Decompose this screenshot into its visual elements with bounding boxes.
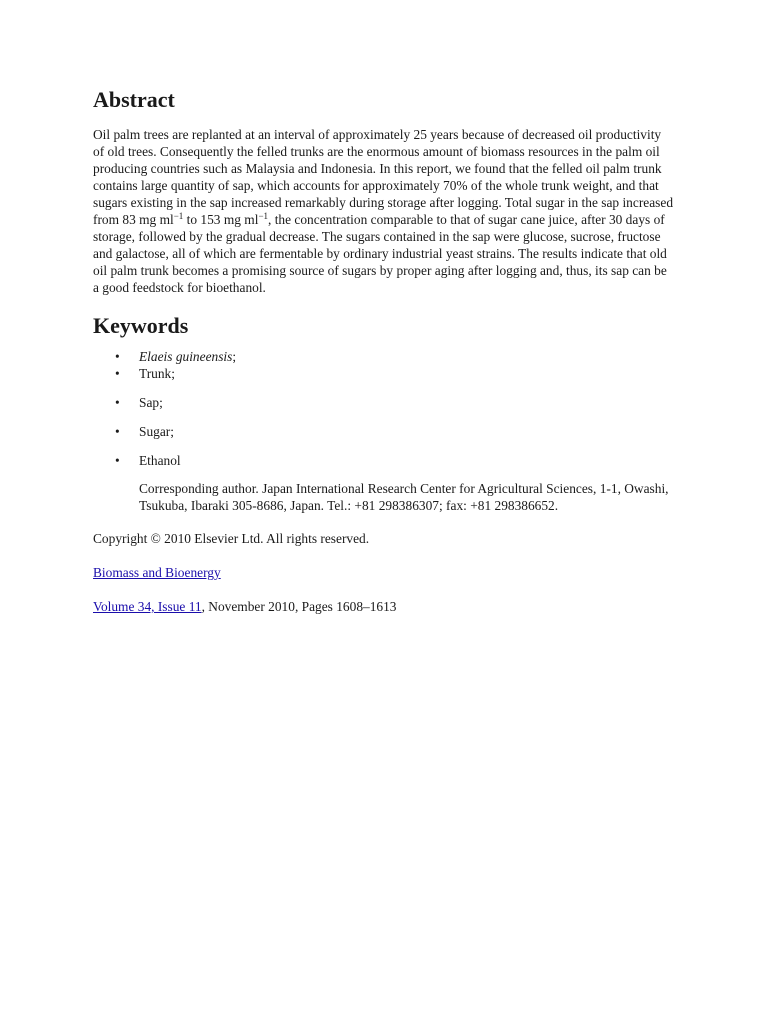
keyword-text: Elaeis guineensis	[139, 349, 233, 364]
abstract-text	[93, 126, 673, 296]
corresponding-author-note: Corresponding author. Japan International Research Center for Agricultural Sciences, 1-1, Owashi, Tsukuba, Ibaraki 305-8686, Japan. Tel.: +81 298386307; fax: +81 298386652.	[139, 481, 669, 513]
abstract-heading: Abstract	[93, 87, 175, 112]
keyword-item	[139, 452, 673, 469]
journal-link[interactable]: Biomass and Bioenergy	[93, 565, 221, 580]
keyword-text: Ethanol	[139, 453, 181, 468]
keyword-item	[139, 423, 673, 440]
superscript: −1	[258, 211, 269, 221]
volume-issue-link[interactable]: Volume 34, Issue 11	[93, 599, 202, 614]
copyright-notice: Copyright © 2010 Elsevier Ltd. All rights reserved.	[93, 531, 370, 546]
keyword-item	[139, 348, 673, 365]
keyword-item	[139, 365, 673, 382]
volume-line	[93, 598, 673, 615]
keyword-text: Sugar;	[139, 424, 174, 439]
keywords-list	[93, 348, 673, 469]
abstract-text-part: to 153 mg ml	[183, 212, 259, 227]
keyword-suffix: ;	[232, 349, 237, 364]
abstract-text-part: , the concentration comparable to that of sugar cane juice, after 30 days of storage, followed by the gradual decrease. The sugars contained in the sap were glucose, sucrose, fructose and galactose, all of which are fermentable by ordinary industrial yeast strains. The results indicate that old oil palm trunk becomes a promising source of sugars by proper aging after logging and, thus, its sap can be a good feedstock for bioethanol.	[93, 212, 667, 295]
keywords-heading: Keywords	[93, 313, 189, 338]
keyword-text: Trunk;	[139, 366, 175, 381]
abstract-text-part: Oil palm trees are replanted at an interval of approximately 25 years because of decreased oil productivity of old trees. Consequently the felled trunks are the enormous amount of biomass resources in the palm oil producing countries such as Malaysia and Indonesia. In this report, we found that the felled oil palm trunk contains large quantity of sap, which accounts for approximately 70% of the whole trunk weight, and that sugars existing in the sap increased remarkably during storage after logging. Total sugar in the sap increased from 83 mg ml	[93, 127, 674, 227]
keyword-item	[139, 394, 673, 411]
volume-details: , November 2010, Pages 1608–1613	[201, 599, 397, 614]
keyword-text: Sap;	[139, 395, 163, 410]
superscript: −1	[173, 211, 184, 221]
journal-line	[93, 564, 673, 581]
article-page	[93, 86, 673, 615]
